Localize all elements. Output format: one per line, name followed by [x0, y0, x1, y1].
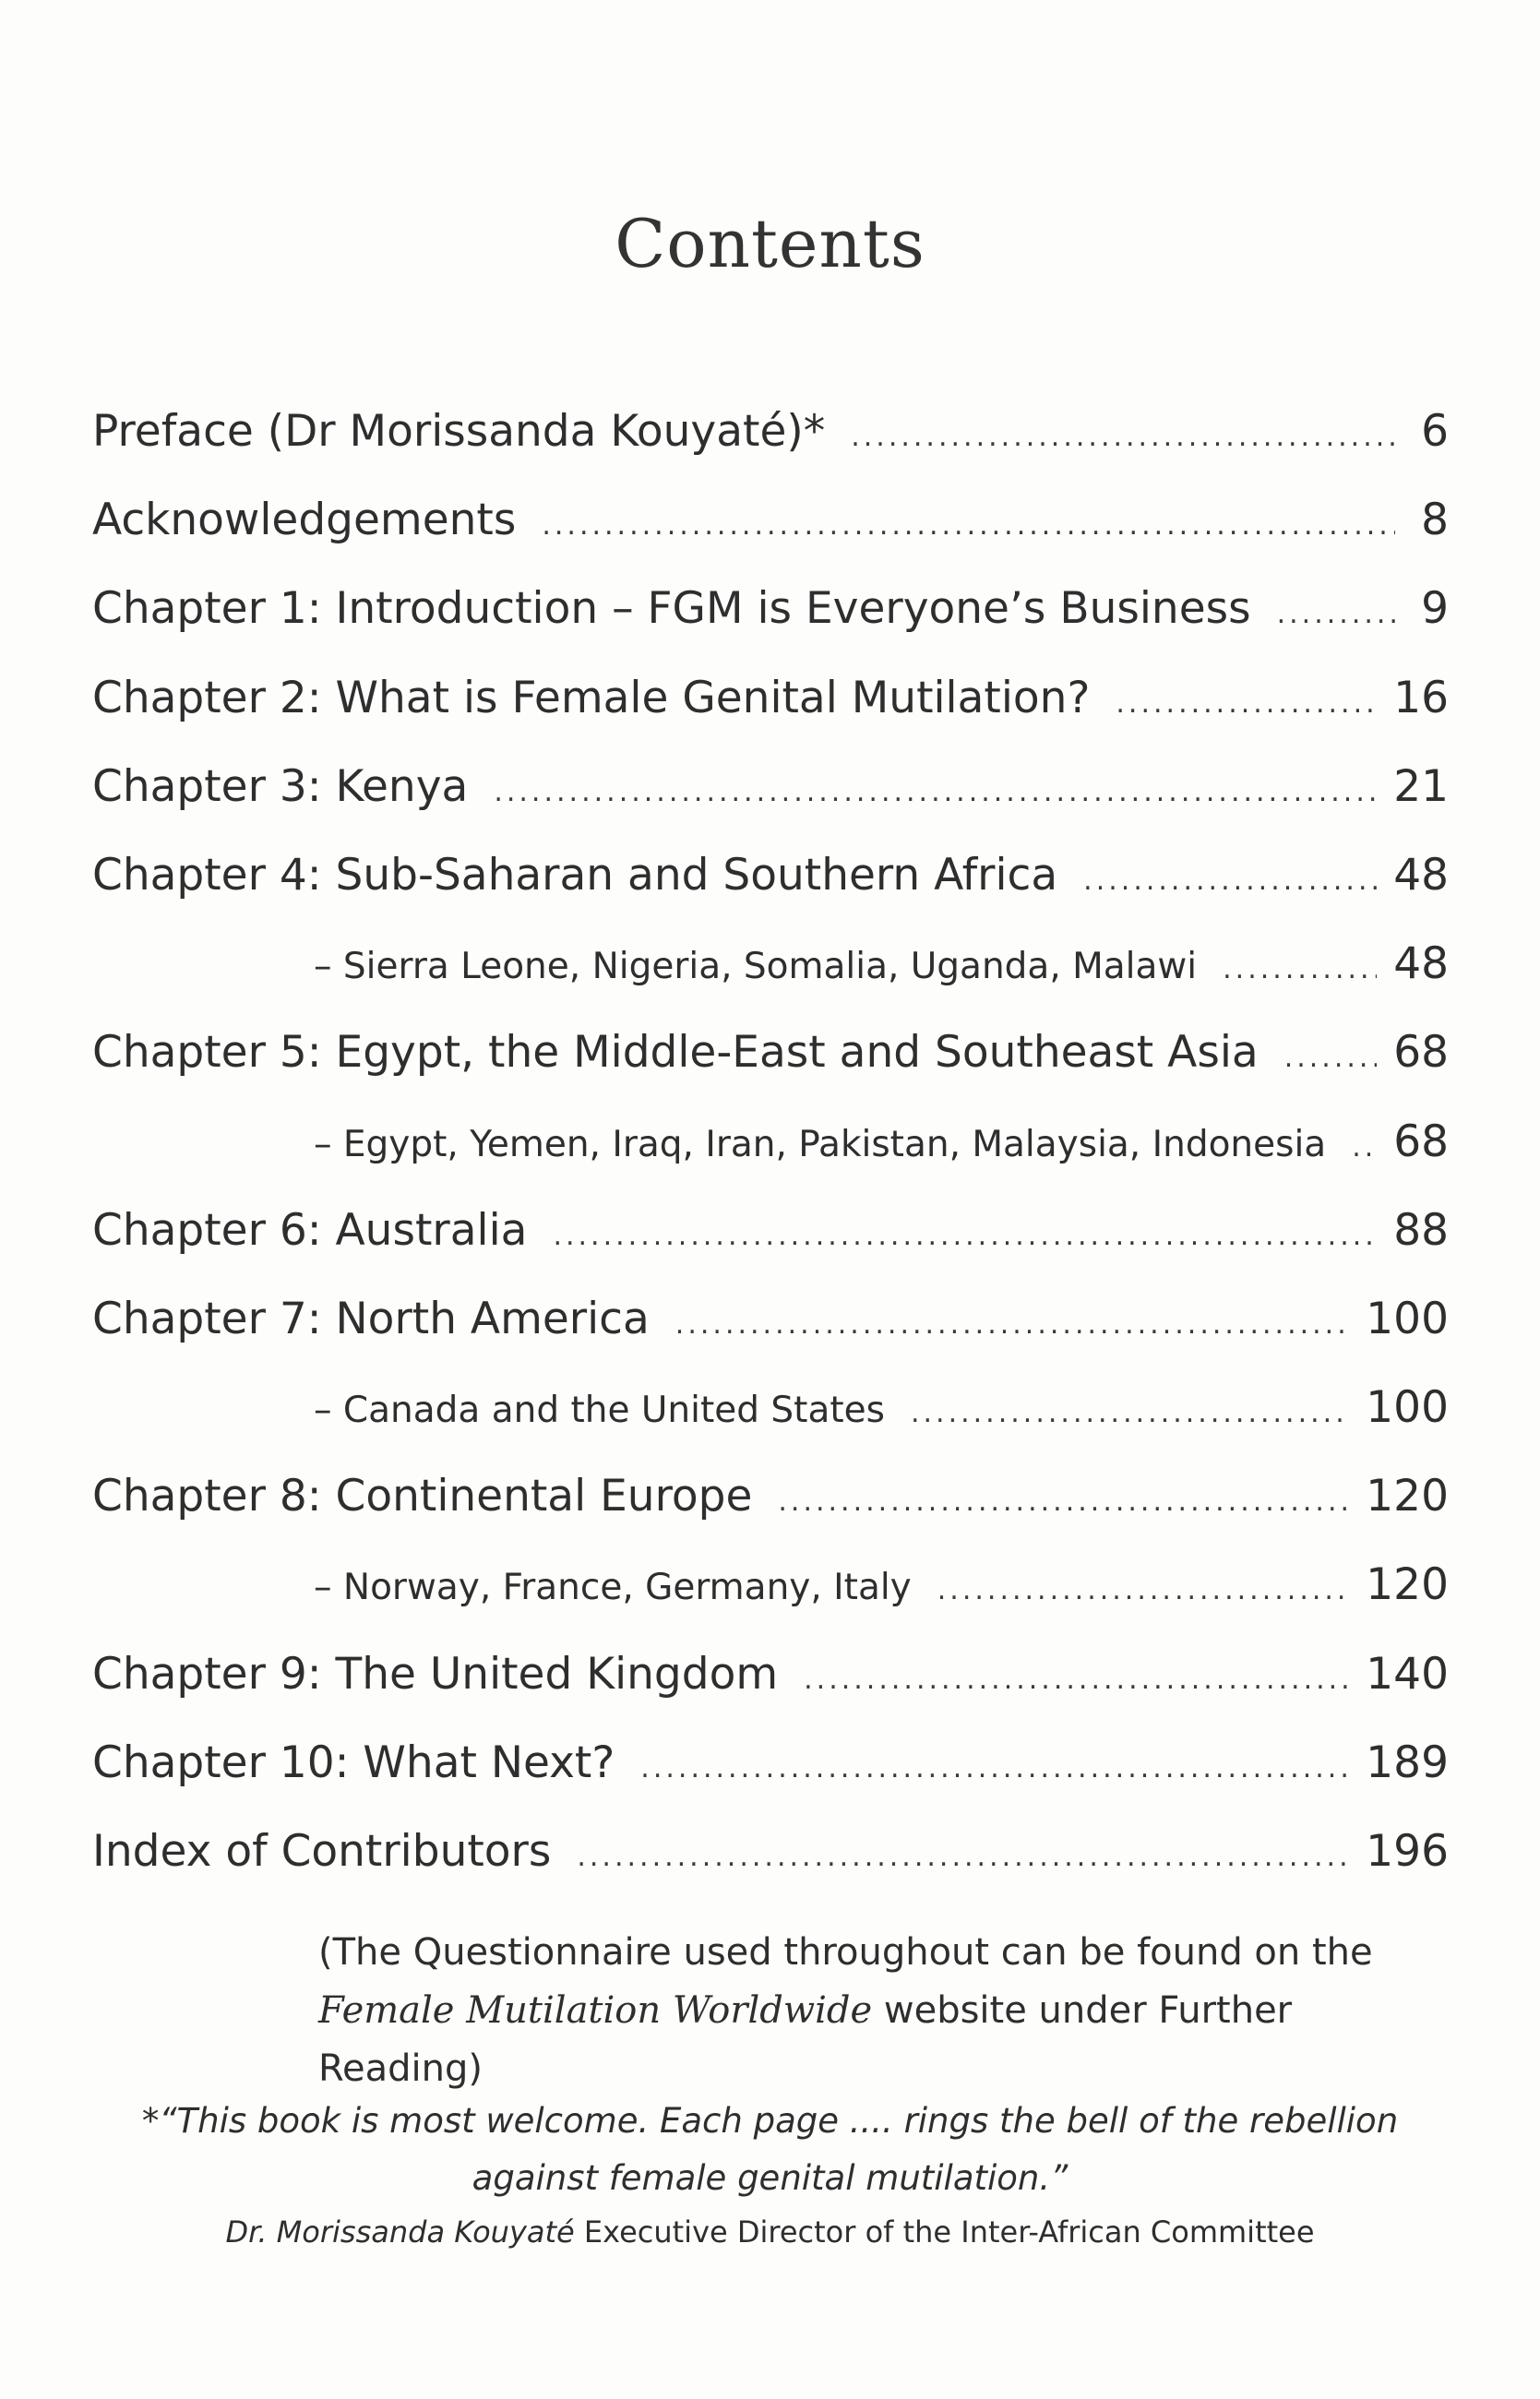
toc-entry-title: Chapter 2: What is Female Genital Mutilation?	[92, 672, 1091, 723]
toc-entry	[92, 673, 1449, 761]
dot-leader	[675, 1308, 1349, 1341]
toc-entry	[92, 495, 1449, 583]
toc-entry-title: – Canada and the United States	[314, 1390, 885, 1432]
questionnaire-note	[318, 1924, 1453, 2098]
dot-leader	[1223, 953, 1377, 985]
toc-entry	[92, 1471, 1449, 1559]
attribution-role: Executive Director of the Inter-African Committee	[574, 2214, 1315, 2250]
toc-page-number: 88	[1393, 1204, 1449, 1256]
dot-leader	[640, 1752, 1349, 1784]
dot-leader	[851, 421, 1395, 453]
toc-entry-title: – Sierra Leone, Nigeria, Somalia, Uganda, Malawi	[314, 946, 1198, 988]
toc-subentry	[92, 938, 1449, 1027]
toc-page-number: 100	[1366, 1293, 1449, 1344]
toc-entry-title: Preface (Dr Morissanda Kouyaté)*	[92, 406, 826, 457]
toc-page-number: 120	[1366, 1471, 1449, 1522]
dot-leader	[778, 1486, 1349, 1518]
dot-leader	[494, 776, 1377, 808]
toc-entry-title: Chapter 5: Egypt, the Middle-East and Southeast Asia	[92, 1027, 1259, 1079]
toc-page-number: 140	[1366, 1648, 1449, 1700]
toc-entry-title: Acknowledgements	[92, 495, 517, 546]
toc-subentry	[92, 1559, 1449, 1648]
dot-leader	[1352, 1131, 1377, 1164]
toc-page-number: 68	[1393, 1027, 1449, 1079]
toc-entry-title: Index of Contributors	[92, 1826, 552, 1877]
dot-leader	[1284, 1042, 1378, 1074]
toc-entry	[92, 406, 1449, 495]
quote-attribution	[138, 2214, 1402, 2250]
quote-line-1: *“This book is most welcome. Each page .... rings the bell of the rebellion	[141, 2101, 1399, 2141]
toc-entry-title: Chapter 8: Continental Europe	[92, 1471, 753, 1522]
note-text-after: website under Further Reading)	[318, 1989, 1293, 2090]
toc-entry-title: Chapter 3: Kenya	[92, 760, 469, 812]
dot-leader	[1277, 598, 1395, 630]
toc-entry	[92, 583, 1449, 672]
toc-page-number: 189	[1366, 1737, 1449, 1788]
toc-entry	[92, 761, 1449, 850]
toc-page-number: 196	[1366, 1826, 1449, 1877]
toc-page-number: 6	[1421, 406, 1449, 457]
toc-entry-title: Chapter 1: Introduction – FGM is Everyone’s Business	[92, 583, 1251, 635]
toc-entry	[92, 1027, 1449, 1116]
toc-page-number: 120	[1366, 1559, 1449, 1611]
toc-entry	[92, 1205, 1449, 1294]
toc-subentry	[92, 1382, 1449, 1471]
dot-leader	[937, 1574, 1350, 1606]
toc-entry-title: Chapter 10: What Next?	[92, 1737, 615, 1788]
toc-page-number: 21	[1393, 760, 1449, 812]
toc-entry-title: Chapter 9: The United Kingdom	[92, 1648, 779, 1700]
note-text-before: (The Questionnaire used throughout can be found on the	[318, 1931, 1373, 1974]
toc-entry-title: Chapter 4: Sub-Saharan and Southern Africa	[92, 849, 1058, 901]
dot-leader	[553, 1220, 1377, 1252]
dot-leader	[911, 1397, 1349, 1429]
toc-subentry	[92, 1116, 1449, 1205]
page-title: Contents	[615, 205, 925, 282]
toc-entry	[92, 1294, 1449, 1382]
toc-page-number: 100	[1366, 1382, 1449, 1434]
dot-leader	[542, 509, 1395, 542]
toc-page-number: 8	[1421, 495, 1449, 546]
table-of-contents	[92, 406, 1449, 1915]
attribution-name: Dr. Morissanda Kouyaté	[225, 2214, 575, 2250]
quote-line-2: against female genital mutilation.”	[472, 2158, 1068, 2198]
toc-page-number: 68	[1393, 1116, 1449, 1167]
toc-entry-title: Chapter 6: Australia	[92, 1204, 528, 1256]
dot-leader	[804, 1664, 1349, 1696]
toc-entry-title: – Norway, France, Germany, Italy	[314, 1567, 912, 1609]
toc-page-number: 48	[1393, 849, 1449, 901]
toc-page-number: 16	[1393, 672, 1449, 723]
toc-entry	[92, 1826, 1449, 1915]
dot-leader	[1083, 865, 1377, 897]
toc-entry	[92, 1737, 1449, 1826]
dot-leader	[1116, 687, 1377, 720]
note-website-name: Female Mutilation Worldwide	[318, 1989, 873, 2032]
toc-entry-title: – Egypt, Yemen, Iraq, Iran, Pakistan, Malaysia, Indonesia	[314, 1123, 1327, 1165]
toc-page-number: 9	[1421, 583, 1449, 635]
toc-entry	[92, 850, 1449, 938]
endorsement-quote	[138, 2093, 1402, 2207]
dot-leader	[577, 1841, 1349, 1873]
toc-entry	[92, 1649, 1449, 1737]
toc-entry-title: Chapter 7: North America	[92, 1293, 650, 1344]
toc-page-number: 48	[1393, 938, 1449, 990]
